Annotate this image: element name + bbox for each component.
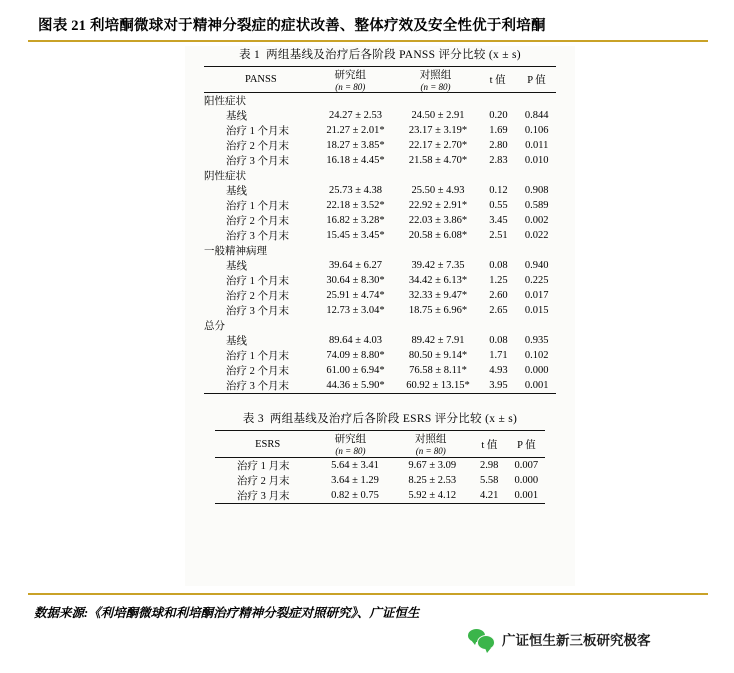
row-study: 5.64 ± 3.41: [331, 459, 379, 471]
row-pvalue: 0.017: [524, 290, 549, 302]
row-pvalue: 0.010: [524, 155, 549, 167]
row-study: 12.73 ± 3.04*: [326, 305, 385, 317]
table-row: [204, 138, 556, 153]
table3-wrapper: [185, 410, 575, 503]
row-control: 39.42 ± 7.35: [411, 260, 465, 272]
table3-col2-header-sub: (n = 80): [415, 446, 446, 457]
table-row: [204, 288, 556, 303]
row-tvalue: 1.71: [489, 350, 508, 362]
row-control: 9.67 ± 3.09: [408, 459, 457, 471]
table1-caption-number: 表 1: [239, 49, 261, 61]
row-control: 76.58 ± 8.11*: [409, 365, 467, 377]
row-label: 治疗 1 个月末: [226, 201, 289, 213]
row-control: 22.17 ± 2.70*: [408, 140, 468, 152]
table1-group-1-name: 阴性症状: [204, 171, 246, 183]
row-tvalue: 0.12: [489, 185, 508, 197]
row-tvalue: 2.60: [489, 290, 508, 302]
table1-group-2-name: 一般精神病理: [204, 246, 267, 258]
row-label: 基线: [226, 336, 247, 348]
table-row: [204, 378, 556, 393]
table1-group-label: [204, 318, 556, 333]
table-row: [204, 198, 556, 213]
table-row: [204, 213, 556, 228]
table1-bottom-rule: [204, 393, 556, 394]
row-label: 治疗 3 个月末: [226, 381, 289, 393]
row-control: 21.58 ± 4.70*: [408, 155, 468, 167]
scanned-tables-region: [185, 46, 575, 586]
row-tvalue: 4.21: [480, 489, 499, 501]
table3-col1-header-label: 研究组: [334, 434, 367, 446]
row-tvalue: 0.08: [489, 260, 508, 272]
row-label: 治疗 3 个月末: [226, 156, 289, 168]
table1-col1-header-sub: (n = 80): [335, 82, 366, 92]
row-pvalue: 0.022: [524, 230, 549, 242]
table3-body: [215, 458, 545, 503]
table-row: [204, 228, 556, 243]
row-label: 基线: [226, 186, 247, 198]
table1-col1-header: [308, 67, 393, 92]
row-label: 治疗 2 月末: [237, 475, 290, 487]
table1-group-label: [204, 243, 556, 258]
row-pvalue: 0.002: [524, 215, 549, 227]
table1-caption-text: 两组基线及治疗后各阶段 PANSS 评分比较 (x ± s): [266, 49, 521, 61]
table1-col4-header: P 值: [527, 75, 546, 87]
table3-col2-header-label: 对照组: [414, 434, 447, 446]
row-label: 治疗 3 个月末: [226, 231, 289, 243]
table1-group-0-name: 阳性症状: [204, 96, 246, 108]
table-row: [204, 258, 556, 273]
row-study: 21.27 ± 2.01*: [326, 125, 385, 137]
row-control: 80.50 ± 9.14*: [408, 350, 468, 362]
row-study: 24.27 ± 2.53: [329, 110, 383, 122]
row-tvalue: 1.69: [489, 125, 508, 137]
row-control: 22.03 ± 3.86*: [408, 215, 468, 227]
table1-group-label: [204, 93, 556, 108]
row-control: 34.42 ± 6.13*: [408, 275, 468, 287]
wechat-icon: [468, 628, 494, 650]
table1-header: [204, 67, 556, 92]
table1-body: [204, 93, 556, 393]
row-pvalue: 0.015: [524, 305, 549, 317]
row-tvalue: 2.98: [480, 459, 499, 471]
row-tvalue: 4.93: [489, 365, 508, 377]
table3-col0-header: ESRS: [255, 438, 281, 450]
row-label: 治疗 1 月末: [237, 460, 290, 472]
table3-col1-header-sub: (n = 80): [335, 446, 366, 457]
table3-col1-header: [310, 431, 390, 456]
table1-col2-header: [393, 67, 478, 92]
row-pvalue: 0.908: [524, 185, 549, 197]
source-note: 数据来源:《利培酮微球和利培酮治疗精神分裂症对照研究》、广证恒生: [34, 606, 420, 620]
row-label: 治疗 1 个月末: [226, 351, 289, 363]
table-row: [204, 348, 556, 363]
row-label: 基线: [226, 261, 247, 273]
row-label: 治疗 2 个月末: [226, 141, 289, 153]
row-control: 20.58 ± 6.08*: [408, 230, 468, 242]
row-label: 基线: [226, 111, 247, 123]
row-pvalue: 0.225: [524, 275, 549, 287]
row-pvalue: 0.940: [524, 260, 549, 272]
row-label: 治疗 3 月末: [237, 490, 290, 502]
row-pvalue: 0.935: [524, 335, 549, 347]
row-control: 8.25 ± 2.53: [408, 474, 457, 486]
table1-caption: [185, 46, 575, 62]
table3-col4-header: P 值: [517, 439, 536, 451]
table3-header: [215, 431, 545, 456]
row-tvalue: 1.25: [489, 275, 508, 287]
row-pvalue: 0.001: [514, 489, 539, 501]
row-label: 治疗 2 个月末: [226, 366, 289, 378]
row-control: 22.92 ± 2.91*: [408, 200, 468, 212]
row-study: 74.09 ± 8.80*: [326, 350, 385, 362]
table1-col1-header-label: 研究组: [334, 70, 367, 81]
table-row: [204, 183, 556, 198]
divider-top: [28, 40, 708, 42]
table1-col2-header-sub: (n = 80): [420, 82, 451, 92]
table1-col2-header-label: 对照组: [419, 70, 452, 81]
row-tvalue: 3.45: [489, 215, 508, 227]
table-row: [204, 273, 556, 288]
row-study: 30.64 ± 8.30*: [326, 275, 385, 287]
row-tvalue: 2.80: [489, 140, 508, 152]
row-label: 治疗 2 个月末: [226, 216, 289, 228]
row-study: 89.64 ± 4.03: [329, 335, 383, 347]
divider-bottom: [28, 593, 708, 595]
table-row: [204, 333, 556, 348]
row-pvalue: 0.000: [524, 365, 549, 377]
table-row: [204, 363, 556, 378]
table-row: [204, 303, 556, 318]
row-study: 61.00 ± 6.94*: [326, 365, 385, 377]
table1-group-3-name: 总分: [204, 321, 225, 333]
row-pvalue: 0.011: [525, 140, 549, 152]
row-pvalue: 0.007: [514, 459, 539, 471]
table3-bottom-rule: [215, 503, 545, 504]
wechat-account-name: 广证恒生新三板研究极客: [502, 633, 651, 648]
row-label: 治疗 3 个月末: [226, 306, 289, 318]
table1-col3-header: t 值: [489, 75, 506, 87]
row-study: 15.45 ± 3.45*: [326, 230, 385, 242]
table1-col0-header: PANSS: [244, 74, 277, 86]
table-row: [204, 153, 556, 168]
row-label: 治疗 1 个月末: [226, 276, 289, 288]
row-study: 18.27 ± 3.85*: [326, 140, 385, 152]
row-study: 3.64 ± 1.29: [331, 474, 379, 486]
row-study: 0.82 ± 0.75: [331, 489, 379, 501]
row-tvalue: 2.65: [489, 305, 508, 317]
row-pvalue: 0.001: [524, 380, 549, 392]
row-control: 25.50 ± 4.93: [411, 185, 465, 197]
table3-caption-text: 两组基线及治疗后各阶段 ESRS 评分比较 (x ± s): [269, 413, 518, 426]
row-control: 5.92 ± 4.12: [408, 489, 457, 501]
row-pvalue: 0.000: [514, 474, 539, 486]
table-row: [204, 123, 556, 138]
row-control: 32.33 ± 9.47*: [408, 290, 468, 302]
table3-col2-header: [391, 431, 471, 456]
row-study: 25.73 ± 4.38: [329, 185, 383, 197]
page-title: 图表 21 利培酮微球对于精神分裂症的症状改善、整体疗效及安全性优于利培酮: [38, 18, 546, 34]
row-control: 60.92 ± 13.15*: [406, 380, 470, 392]
table-row: [215, 488, 545, 503]
row-tvalue: 0.20: [489, 110, 508, 122]
row-control: 24.50 ± 2.91: [411, 110, 465, 122]
row-pvalue: 0.844: [524, 110, 549, 122]
table3-caption: [185, 410, 575, 426]
row-study: 16.18 ± 4.45*: [326, 155, 385, 167]
wechat-account-footer: [468, 628, 651, 650]
row-study: 44.36 ± 5.90*: [326, 380, 385, 392]
row-control: 23.17 ± 3.19*: [408, 125, 468, 137]
row-study: 22.18 ± 3.52*: [326, 200, 385, 212]
row-tvalue: 0.08: [489, 335, 508, 347]
row-label: 治疗 2 个月末: [226, 291, 289, 303]
row-control: 18.75 ± 6.96*: [408, 305, 468, 317]
row-tvalue: 0.55: [489, 200, 508, 212]
table3-col3-header: t 值: [481, 439, 498, 451]
row-control: 89.42 ± 7.91: [411, 335, 465, 347]
table1-group-label: [204, 168, 556, 183]
row-pvalue: 0.102: [524, 350, 549, 362]
row-tvalue: 5.58: [480, 474, 499, 486]
row-tvalue: 2.51: [489, 230, 508, 242]
table3-caption-number: 表 3: [242, 413, 264, 426]
table-row: [215, 458, 545, 473]
row-study: 16.82 ± 3.28*: [326, 215, 385, 227]
row-study: 39.64 ± 6.27: [329, 260, 383, 272]
row-pvalue: 0.106: [524, 125, 549, 137]
row-study: 25.91 ± 4.74*: [326, 290, 385, 302]
row-tvalue: 2.83: [489, 155, 508, 167]
row-pvalue: 0.589: [524, 200, 549, 212]
row-label: 治疗 1 个月末: [226, 126, 289, 138]
table-row: [215, 473, 545, 488]
row-tvalue: 3.95: [489, 380, 508, 392]
table-row: [204, 108, 556, 123]
